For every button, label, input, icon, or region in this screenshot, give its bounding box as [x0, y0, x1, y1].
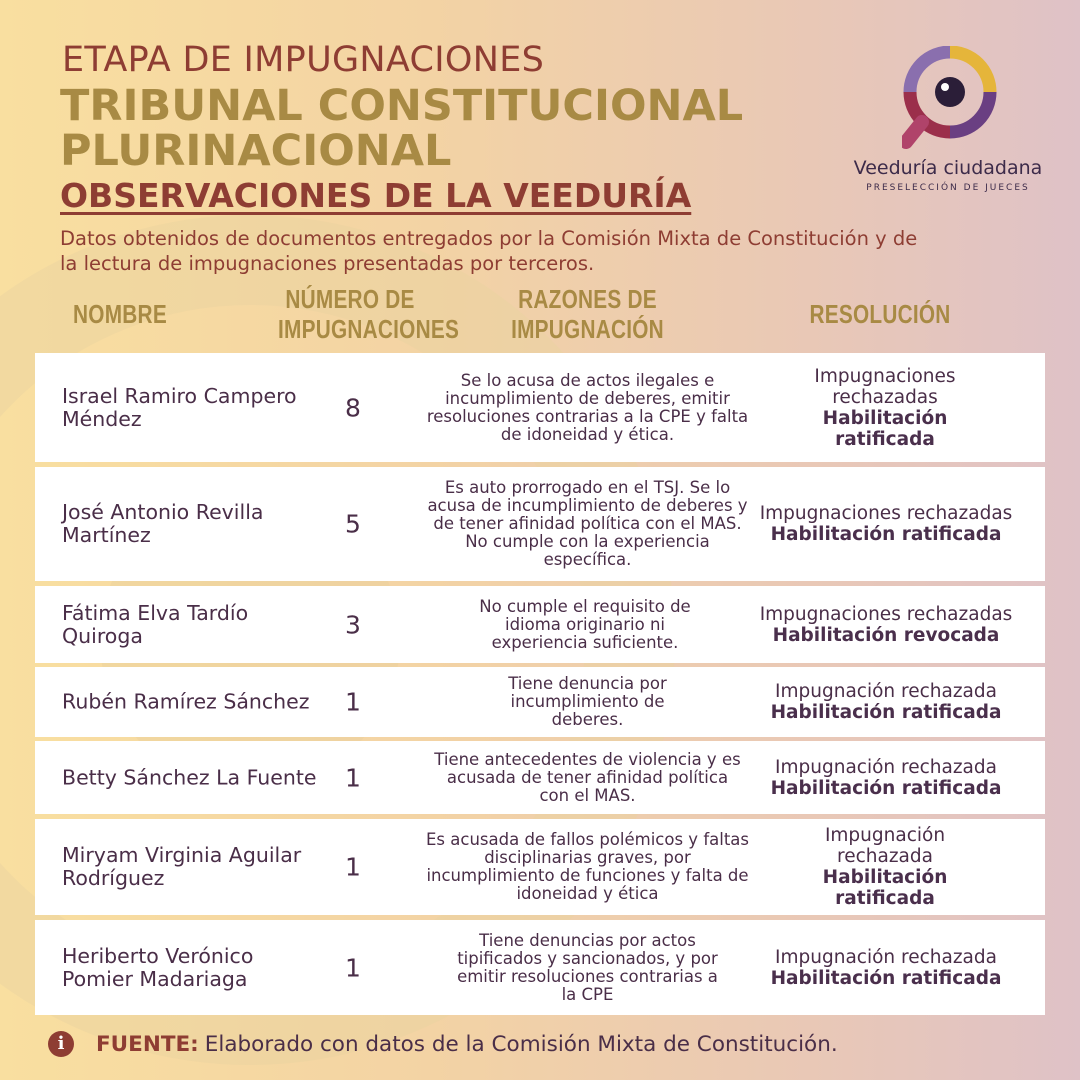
candidate-name: Israel Ramiro Campero Méndez — [62, 383, 297, 431]
table-row — [35, 467, 1045, 581]
resolution-outcome: Habilitación ratificada — [770, 702, 1002, 723]
stage-title: ETAPA DE IMPUGNACIONES — [62, 40, 545, 80]
table-row — [35, 819, 1045, 915]
resolution — [785, 825, 985, 909]
resolution — [735, 604, 1037, 646]
resolution-status: Impugnaciones rechazadas — [759, 603, 1013, 625]
resolution — [735, 681, 1037, 723]
resolution — [780, 366, 990, 450]
intro-text: Datos obtenidos de documentos entregados por la Comisión Mixta de Constitución y de la lectura de impugnaciones presentadas por terceros. — [60, 227, 918, 275]
header-resolution: RESOLUCIÓN — [809, 299, 951, 329]
candidate-name: Rubén Ramírez Sánchez — [62, 689, 310, 714]
header-name: NOMBRE — [73, 299, 167, 329]
resolution-status: Impugnación rechazada — [824, 825, 946, 867]
table-row — [35, 741, 1045, 814]
impugnation-reasons: Tiene denuncias por actos tipificados y sancionados, y por emitir resoluciones contrarias a la CPE — [457, 930, 718, 1004]
impugnation-count: 3 — [345, 610, 361, 639]
resolution-status: Impugnación rechazada — [775, 681, 997, 702]
impugnation-reasons: No cumple el requisito de idioma originario ni experiencia suficiente. — [479, 596, 691, 652]
section-title: OBSERVACIONES DE LA VEEDURÍA — [60, 176, 692, 215]
resolution-status: Impugnaciones rechazadas — [759, 503, 1013, 524]
logo-name: Veeduría ciudadana — [853, 157, 1043, 179]
impugnation-count: 1 — [345, 852, 361, 882]
header-reasons: RAZONES DE IMPUGNACIÓN — [511, 284, 664, 344]
source-note — [48, 1031, 838, 1057]
impugnation-reasons: Se lo acusa de actos ilegales e incumplimiento de deberes, emitir resoluciones contrarias a la CPE y falta de idoneidad y ética. — [426, 370, 749, 444]
candidate-name: Fátima Elva Tardío Quiroga — [62, 600, 249, 648]
impugnation-reasons: Es auto prorrogado en el TSJ. Se lo acusa de incumplimiento de deberes y de tener afinidad política con el MAS. No cumple con la experiencia específica. — [427, 478, 748, 569]
logo — [850, 40, 1050, 200]
resolution-status: Impugnación rechazada — [775, 946, 997, 968]
resolution-outcome: Habilitación ratificada — [770, 777, 1002, 799]
source-text: Elaborado con datos de la Comisión Mixta de Constitución. — [204, 1031, 838, 1057]
impugnation-reasons: Tiene antecedentes de violencia y es acusada de tener afinidad política con el MAS. — [434, 749, 741, 805]
resolution-outcome: Habilitación ratificada — [822, 407, 948, 450]
resolution — [735, 947, 1037, 989]
eye-magnifier-icon — [902, 46, 998, 150]
resolution-status: Impugnación rechazada — [775, 756, 997, 778]
impugnation-reasons: Tiene denuncia por incumplimiento de deberes. — [508, 674, 667, 729]
candidate-name: Miryam Virginia Aguilar Rodríguez — [62, 843, 302, 890]
candidate-name: Heriberto Verónico Pomier Madariaga — [62, 943, 254, 991]
resolution-outcome: Habilitación ratificada — [770, 524, 1002, 545]
resolution — [735, 503, 1037, 545]
info-icon: i — [48, 1031, 74, 1057]
resolution-outcome: Habilitación ratificada — [822, 867, 948, 909]
table-row — [35, 667, 1045, 737]
resolution-outcome: Habilitación ratificada — [770, 967, 1002, 989]
impugnation-count: 1 — [345, 763, 361, 792]
logo-subtitle: PRESELECCIÓN DE JUECES — [866, 183, 1030, 193]
table-row — [35, 586, 1045, 663]
resolution-outcome: Habilitación revocada — [772, 624, 1000, 646]
table-row — [35, 920, 1045, 1015]
source-label: FUENTE: — [96, 1031, 199, 1057]
candidate-name: Betty Sánchez La Fuente — [62, 765, 317, 789]
impugnation-count: 8 — [345, 393, 361, 422]
candidate-name: José Antonio Revilla Martínez — [62, 500, 264, 547]
resolution — [735, 757, 1037, 799]
header-count: NÚMERO DE IMPUGNACIONES — [278, 284, 460, 344]
impugnation-reasons: Es acusada de fallos polémicos y faltas disciplinarias graves, por incumplimiento de funciones y falta de idoneidad y ética — [426, 830, 749, 903]
impugnation-count: 1 — [345, 687, 361, 717]
resolution-status: Impugnaciones rechazadas — [814, 365, 956, 408]
impugnation-count: 5 — [345, 509, 361, 539]
table-row — [35, 353, 1045, 462]
court-title: TRIBUNAL CONSTITUCIONAL PLURINACIONAL — [60, 81, 744, 176]
impugnation-count: 1 — [345, 953, 361, 982]
